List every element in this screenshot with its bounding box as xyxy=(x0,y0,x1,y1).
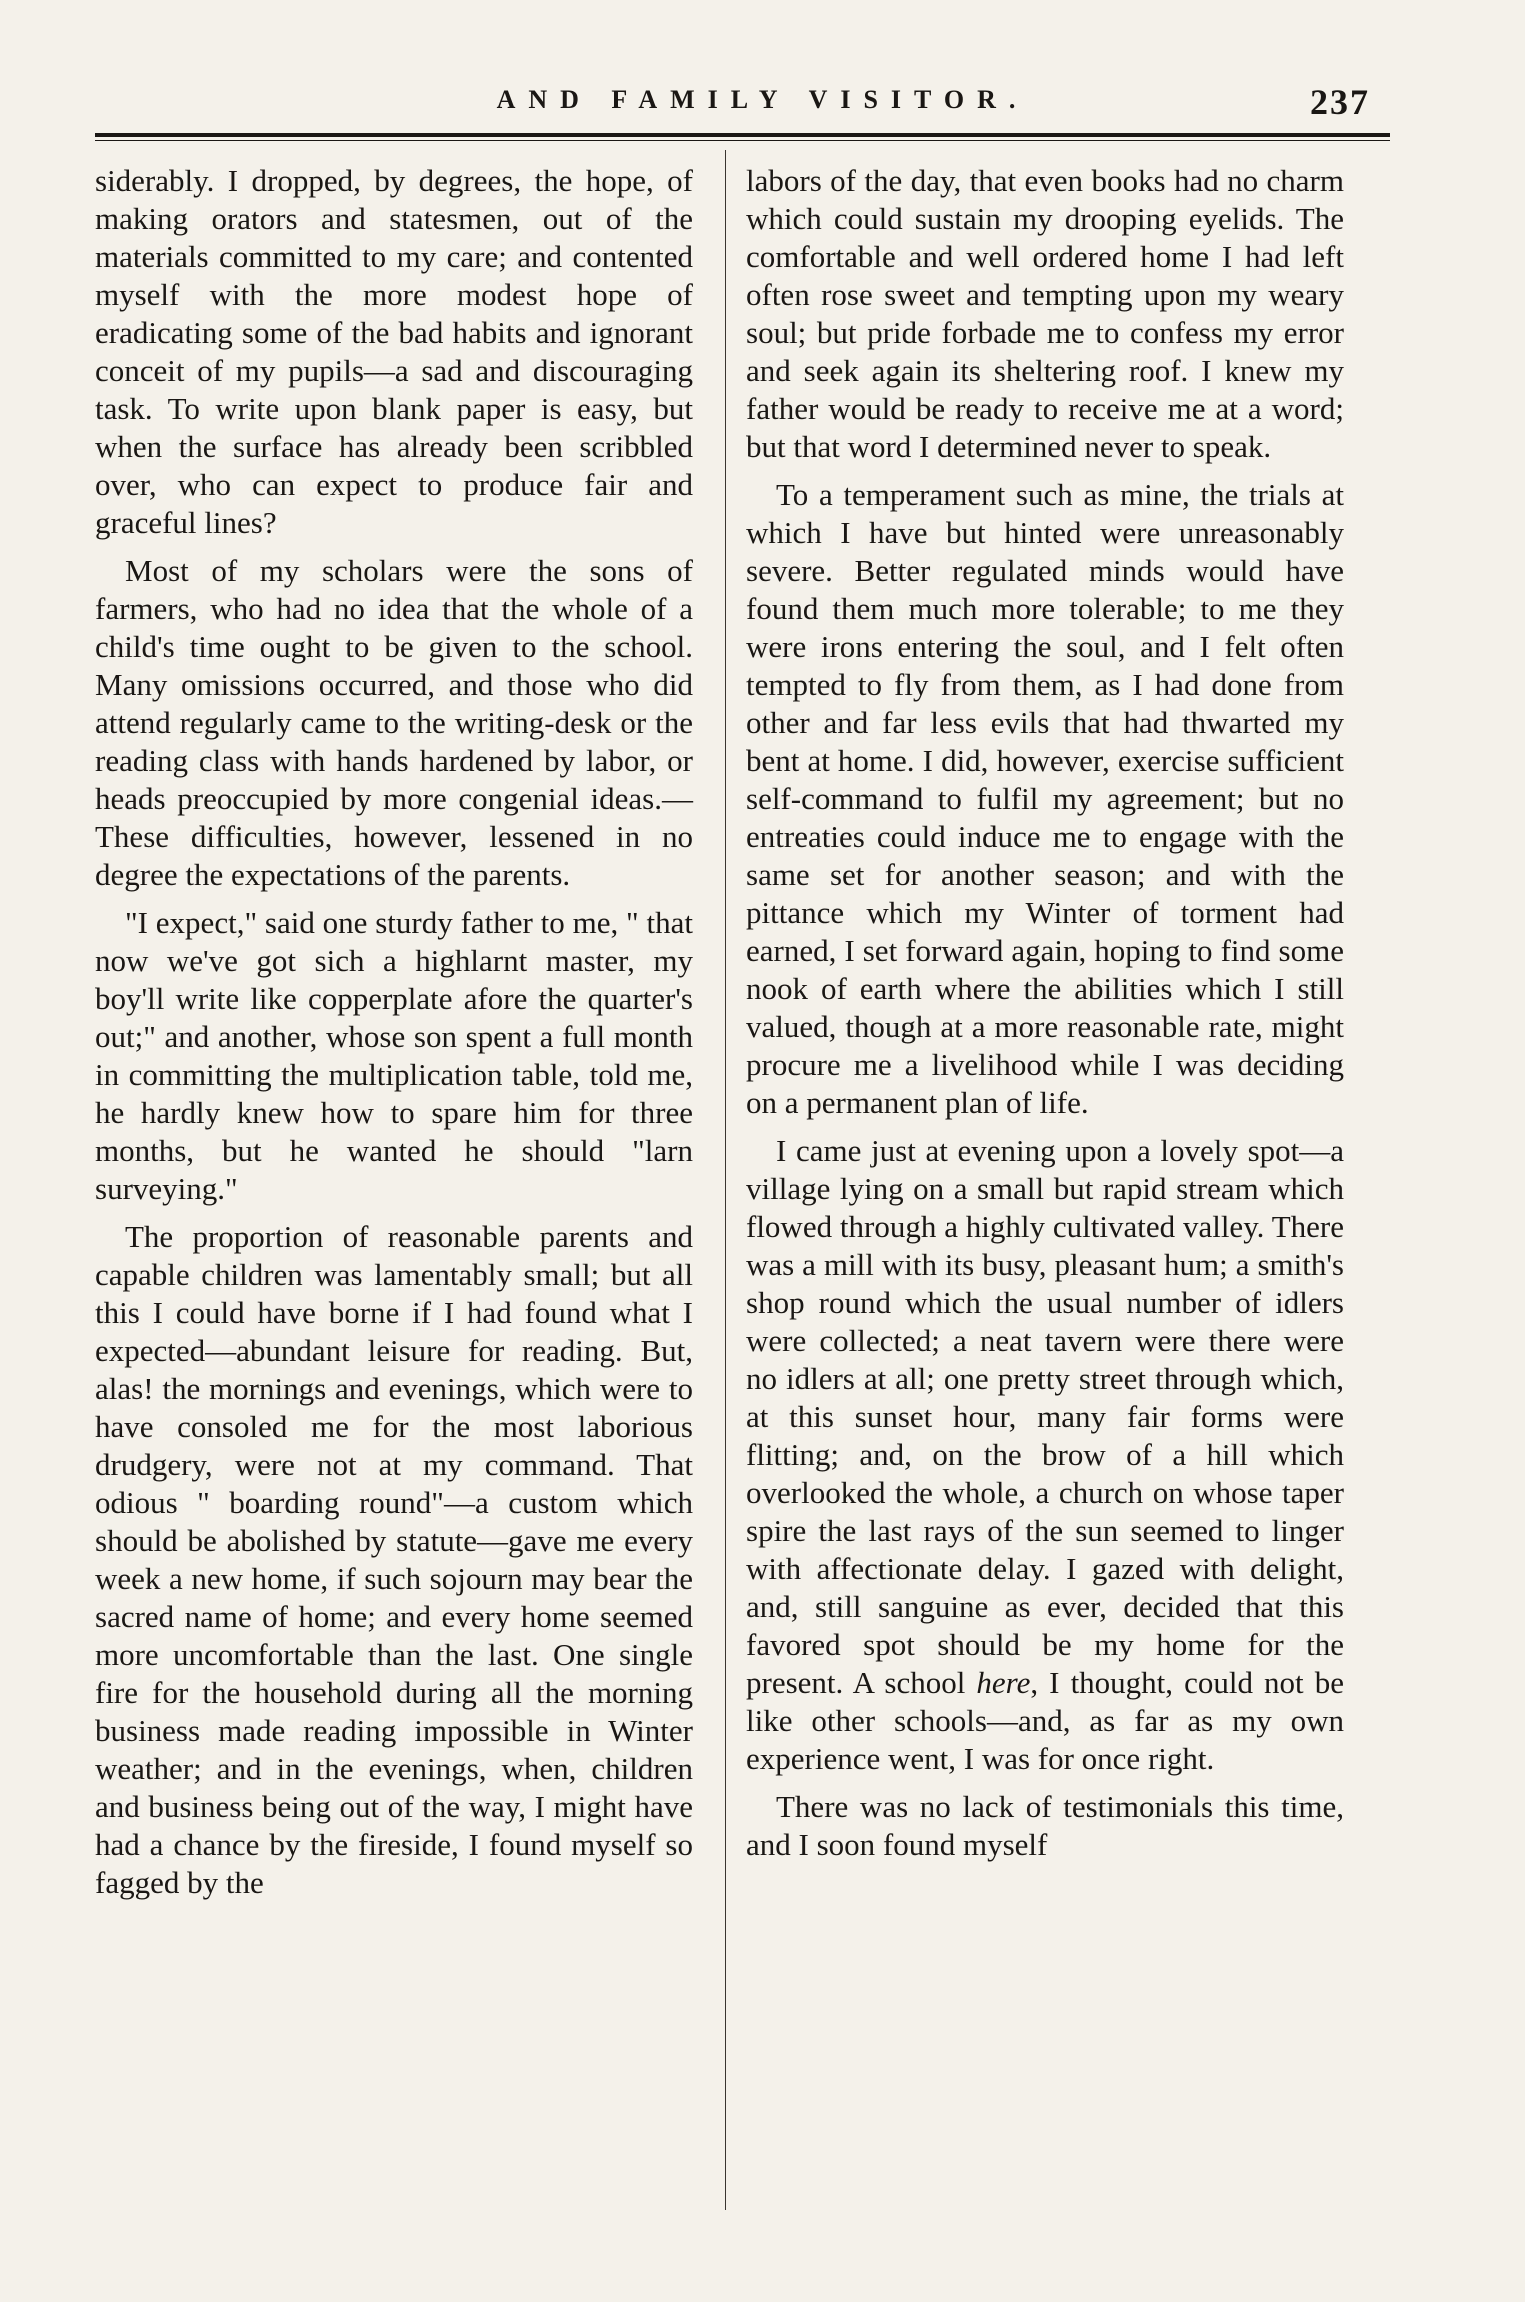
header-rule-thin xyxy=(95,140,1390,141)
page-number: 237 xyxy=(1310,82,1370,122)
paragraph: "I expect," said one sturdy father to me, " that now we've got sich a highlarnt master, my boy'll write like copperplate afore the quarter's out;" and another, whose son spent a full month in committing the multiplication table, told me, he hardly knew how to spare him for three months, but he wanted he should "larn surveying." xyxy=(95,905,693,1206)
paragraph: labors of the day, that even books had no charm which could sustain my drooping eyelids. The comfortable and well ordered home I had left often rose sweet and tempting upon my weary soul; but pride forbade me to confess my error and seek again its sheltering roof. I knew my father would be ready to receive me at a word; but that word I determined never to speak. xyxy=(746,163,1344,464)
paragraph: The proportion of reasonable parents and capable children was lamentably small; but all this I could have borne if I had found what I expected—abundant leisure for reading. But, alas! the mornings and evenings, which were to have consoled me for the most laborious drudgery, were not at my command. That odious " boarding round"—a custom which should be abolished by statute—gave me every week a new home, if such sojourn may bear the sacred name of home; and every home seemed more uncomfortable than the last. One single fire for the household during all the morning business made reading impossible in Winter weather; and in the evenings, when, children and business being out of the way, I might have had a chance by the fireside, I found myself so fagged by the xyxy=(95,1219,693,1900)
right-column xyxy=(746,162,1344,1874)
paragraph: Most of my scholars were the sons of farmers, who had no idea that the whole of a child's time ought to be given to the school. Many omissions occurred, and those who did attend regularly came to the writing-desk or the reading class with hands hardened by labor, or heads preoccupied by more congenial ideas.—These difficulties, however, lessened in no degree the expectations of the parents. xyxy=(95,553,693,892)
paragraph: There was no lack of testimonials this time, and I soon found myself xyxy=(746,1789,1344,1862)
column-divider xyxy=(725,150,726,2210)
paragraph-text: I came just at evening upon a lovely spot—a village lying on a small but rapid stream which flowed through a highly cultivated valley. There was a mill with its busy, pleasant hum; a smith's shop round which the usual number of idlers were collected; a neat tavern were there were no idlers at all; one pretty street through which, at this sunset hour, many fair forms were flitting; and, on the brow of a hill which overlooked the whole, a church on whose taper spire the last rays of the sun seemed to linger with affectionate delay. I gazed with delight, and, still sanguine as ever, decided that this favored spot should be my home for the present. A school xyxy=(746,1133,1344,1700)
header-rule-thick xyxy=(95,133,1390,137)
paragraph: siderably. I dropped, by degrees, the hope, of making orators and statesmen, out of the materials committed to my care; and contented myself with the more modest hope of eradicating some of the bad habits and ignorant conceit of my pupils—a sad and discouraging task. To write upon blank paper is easy, but when the surface has already been scribbled over, who can expect to produce fair and graceful lines? xyxy=(95,163,693,540)
page-header xyxy=(95,82,1430,125)
running-title: AND FAMILY VISITOR. xyxy=(496,85,1029,114)
emphasis-text: here xyxy=(976,1665,1031,1700)
left-column xyxy=(95,162,693,1912)
paragraph-text: , I thought, could not be like other schools—and, as far as my own experience went, I was for once right. xyxy=(746,1665,1345,1776)
paragraph: To a temperament such as mine, the trials at which I have but hinted were unreasonably severe. Better regulated minds would have found them much more tolerable; to me they were irons entering the soul, and I felt often tempted to fly from them, as I had done from other and far less evils that had thwarted my bent at home. I did, however, exercise sufficient self-command to fulfil my agreement; but no entreaties could induce me to engage with the same set for another season; and with the pittance which my Winter of torment had earned, I set forward again, hoping to find some nook of earth where the abilities which I still valued, though at a more reasonable rate, might procure me a livelihood while I was deciding on a permanent plan of life. xyxy=(746,477,1344,1120)
paragraph xyxy=(746,1132,1344,1778)
